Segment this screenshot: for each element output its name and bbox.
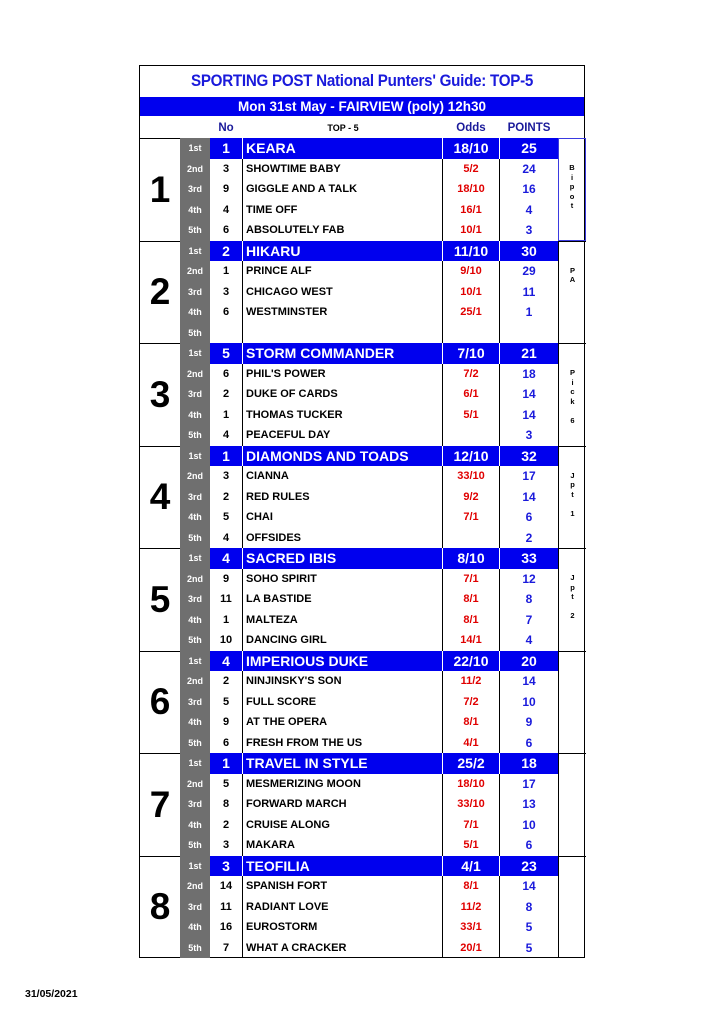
selection-row	[187, 897, 558, 918]
finish-position: 2nd	[186, 471, 203, 481]
finish-position: 1st	[188, 143, 202, 153]
horse-number: 3	[210, 466, 243, 487]
odds-value: 16/1	[460, 203, 482, 216]
horse-number: 11	[210, 589, 243, 610]
horse-name: GIGGLE AND A TALK	[243, 179, 443, 200]
odds-value: 25/1	[460, 306, 482, 318]
horse-name: DANCING GIRL	[243, 630, 443, 651]
race-number: 3	[140, 343, 180, 446]
odds-value	[443, 528, 499, 549]
horse-number: 9	[210, 569, 243, 590]
points-value: 20	[499, 651, 558, 672]
horse-number: 2	[210, 487, 243, 508]
selection-row	[186, 364, 558, 385]
selection-row	[187, 794, 558, 815]
horse-name: TEOFILIA	[243, 856, 443, 877]
header-odds: Odds	[456, 122, 486, 134]
odds-value: 10/1	[460, 224, 482, 236]
selection-row	[187, 692, 558, 713]
points-value: 18	[499, 753, 558, 774]
top-pick-row	[188, 548, 558, 569]
horse-number: 3	[210, 282, 243, 303]
odds-value	[443, 323, 499, 344]
finish-position: 5th	[188, 840, 202, 850]
bet-type-label: J p t 2	[558, 548, 586, 651]
horse-number: 2	[210, 671, 243, 692]
finish-position: 5th	[188, 737, 202, 748]
bet-type-label: P A	[558, 241, 586, 344]
selection-row	[187, 179, 558, 200]
finish-position: 2nd	[186, 266, 203, 276]
horse-number: 10	[210, 630, 243, 651]
finish-position: 3rd	[187, 389, 202, 399]
selection-row	[188, 712, 558, 733]
horse-name: WHAT A CRACKER	[243, 938, 443, 959]
finish-position: 4th	[188, 819, 202, 830]
horse-name: SACRED IBIS	[243, 548, 443, 569]
race-block	[140, 548, 584, 651]
odds-value: 18/10	[457, 777, 485, 790]
points-value: 30	[499, 241, 558, 262]
odds-value: 33/10	[457, 798, 485, 810]
selection-row	[186, 671, 558, 692]
horse-name: DIAMONDS AND TOADS	[243, 446, 443, 467]
points-value: 14	[499, 487, 558, 508]
top-pick-row	[188, 446, 558, 467]
horse-number: 6	[210, 220, 243, 241]
selection-row	[188, 200, 558, 221]
points-value: 12	[499, 569, 558, 590]
horse-number: 8	[210, 794, 243, 815]
race-number: 8	[140, 856, 180, 959]
points-value: 6	[499, 507, 558, 528]
odds-value: 11/2	[460, 900, 482, 913]
horse-number: 5	[210, 507, 243, 528]
odds-value: 20/1	[460, 941, 482, 954]
points-value: 10	[499, 815, 558, 836]
finish-position: 5th	[188, 532, 202, 543]
finish-position: 1st	[188, 245, 202, 256]
finish-position: 2nd	[186, 881, 203, 891]
points-value: 18	[499, 364, 558, 385]
selection-row	[188, 507, 558, 528]
horse-name: WESTMINSTER	[243, 302, 443, 323]
points-value: 3	[499, 425, 558, 446]
finish-position: 3rd	[187, 696, 202, 707]
bet-type-label	[558, 753, 586, 856]
odds-value: 8/1	[463, 716, 479, 728]
horse-number: 4	[210, 425, 243, 446]
points-value: 10	[499, 692, 558, 713]
finish-position: 5th	[188, 942, 202, 953]
finish-position: 4th	[188, 614, 202, 625]
horse-name: FULL SCORE	[243, 692, 443, 713]
points-value: 17	[499, 774, 558, 795]
selection-row	[186, 876, 558, 897]
points-value: 13	[499, 794, 558, 815]
column-headers	[140, 118, 584, 138]
horse-number: 6	[210, 302, 243, 323]
footer-date: 31/05/2021	[25, 988, 78, 1000]
odds-value	[443, 425, 499, 446]
horse-name: LA BASTIDE	[243, 589, 443, 610]
horse-number: 1	[210, 261, 243, 282]
finish-position: 1st	[188, 553, 202, 563]
points-value: 25	[499, 138, 558, 159]
points-value: 33	[499, 548, 558, 569]
odds-value: 8/1	[463, 613, 479, 626]
race-block	[140, 138, 584, 241]
finish-position: 4th	[188, 512, 202, 522]
horse-number: 3	[210, 856, 243, 877]
odds-value: 9/2	[463, 490, 479, 503]
horse-number: 5	[210, 343, 243, 364]
race-block	[140, 856, 584, 959]
horse-number: 4	[210, 651, 243, 672]
race-meeting-subtitle: Mon 31st May - FAIRVIEW (poly) 12h30	[140, 97, 584, 116]
points-value: 7	[499, 610, 558, 631]
selection-row	[187, 487, 558, 508]
horse-name: CHAI	[243, 507, 443, 528]
bet-type-label: P i c k 6	[558, 343, 586, 446]
odds-value: 9/10	[460, 265, 482, 277]
punters-guide-sheet	[139, 65, 585, 958]
selection-row	[187, 589, 558, 610]
horse-name: TIME OFF	[243, 200, 443, 221]
points-value: 21	[499, 343, 558, 364]
top-pick-row	[188, 753, 558, 774]
odds-value: 18/10	[457, 183, 485, 195]
header-points: POINTS	[507, 122, 551, 134]
points-value: 4	[499, 200, 558, 221]
selection-row	[186, 159, 558, 180]
finish-position: 5th	[188, 225, 202, 235]
horse-number: 1	[210, 405, 243, 426]
selection-row	[187, 384, 558, 405]
horse-name: NINJINSKY'S SON	[243, 671, 443, 692]
horse-number: 5	[210, 692, 243, 713]
odds-value: 22/10	[453, 652, 489, 669]
finish-position: 3rd	[187, 901, 202, 912]
points-value: 16	[499, 179, 558, 200]
bet-type-label: J p t 1	[558, 446, 586, 549]
odds-value: 8/10	[457, 550, 485, 566]
odds-value: 6/1	[463, 388, 479, 400]
horse-name	[243, 323, 443, 344]
horse-name: CIANNA	[243, 466, 443, 487]
selection-row	[186, 466, 558, 487]
points-value: 6	[499, 733, 558, 754]
selection-row	[188, 405, 558, 426]
horse-number: 14	[210, 876, 243, 897]
header-top5: TOP - 5	[327, 123, 359, 133]
horse-name: MAKARA	[243, 835, 443, 856]
finish-position: 1st	[188, 758, 202, 768]
odds-value: 18/10	[453, 140, 489, 156]
points-value: 14	[499, 405, 558, 426]
odds-value: 4/1	[463, 736, 479, 749]
race-number: 1	[140, 138, 180, 241]
points-value: 5	[499, 938, 558, 959]
selection-row	[186, 774, 558, 795]
odds-value: 10/1	[460, 285, 482, 298]
horse-number: 4	[210, 200, 243, 221]
horse-name: MALTEZA	[243, 610, 443, 631]
odds-value: 7/1	[463, 818, 479, 831]
odds-value: 7/2	[463, 695, 479, 708]
horse-name: SPANISH FORT	[243, 876, 443, 897]
odds-value: 8/1	[463, 880, 479, 892]
top-pick-row	[188, 651, 558, 672]
finish-position: 1st	[188, 655, 202, 666]
selection-row	[188, 815, 558, 836]
odds-value: 5/2	[463, 162, 479, 175]
horse-number: 2	[210, 241, 243, 262]
header-no: No	[218, 122, 234, 134]
selection-row	[188, 220, 558, 241]
finish-position: 5th	[188, 327, 202, 338]
horse-name: CRUISE ALONG	[243, 815, 443, 836]
top-pick-row	[188, 343, 558, 364]
horse-number	[210, 323, 243, 344]
race-number: 7	[140, 753, 180, 856]
horse-name: PRINCE ALF	[243, 261, 443, 282]
selection-row	[188, 917, 558, 938]
finish-position: 4th	[188, 922, 202, 932]
race-block	[140, 343, 584, 446]
horse-number: 6	[210, 364, 243, 385]
odds-value: 33/10	[457, 470, 485, 482]
horse-name: IMPERIOUS DUKE	[243, 651, 443, 672]
selection-row	[188, 425, 558, 446]
horse-name: FORWARD MARCH	[243, 794, 443, 815]
points-value: 3	[499, 220, 558, 241]
horse-number: 4	[210, 528, 243, 549]
horse-name: STORM COMMANDER	[243, 343, 443, 364]
finish-position: 2nd	[186, 778, 203, 789]
points-value: 2	[499, 528, 558, 549]
finish-position: 2nd	[186, 573, 203, 584]
points-value: 11	[499, 282, 558, 303]
selection-row	[188, 938, 558, 959]
horse-number: 9	[210, 179, 243, 200]
race-number: 4	[140, 446, 180, 549]
odds-value: 4/1	[461, 857, 481, 874]
points-value: 14	[499, 876, 558, 897]
horse-number: 1	[210, 610, 243, 631]
finish-position: 4th	[188, 307, 202, 317]
horse-name: FRESH FROM THE US	[243, 733, 443, 754]
points-value: 4	[499, 630, 558, 651]
selection-row	[188, 630, 558, 651]
horse-name: TRAVEL IN STYLE	[243, 753, 443, 774]
points-value: 9	[499, 712, 558, 733]
points-value: 6	[499, 835, 558, 856]
race-number: 5	[140, 548, 180, 651]
selection-row	[186, 261, 558, 282]
horse-name: RED RULES	[243, 487, 443, 508]
finish-position: 4th	[188, 204, 202, 215]
horse-number: 1	[210, 753, 243, 774]
points-value: 14	[499, 384, 558, 405]
horse-number: 2	[210, 384, 243, 405]
finish-position: 5th	[188, 430, 202, 440]
horse-number: 1	[210, 446, 243, 467]
top-pick-row	[188, 241, 558, 262]
finish-position: 1st	[188, 348, 202, 358]
odds-value: 12/10	[453, 447, 489, 464]
horse-number: 3	[210, 835, 243, 856]
points-value: 32	[499, 446, 558, 467]
page-title: SPORTING POST National Punters' Guide: TOP-5	[190, 72, 534, 90]
odds-value: 5/1	[463, 408, 479, 421]
points-value: 23	[499, 856, 558, 877]
race-number: 6	[140, 651, 180, 754]
horse-name: EUROSTORM	[243, 917, 443, 938]
points-value: 8	[499, 897, 558, 918]
odds-value: 7/10	[457, 345, 485, 361]
horse-number: 9	[210, 712, 243, 733]
points-value: 8	[499, 589, 558, 610]
finish-position: 5th	[188, 635, 202, 645]
race-block	[140, 651, 584, 754]
race-block	[140, 241, 584, 344]
selection-row	[188, 528, 558, 549]
horse-name: PEACEFUL DAY	[243, 425, 443, 446]
horse-number: 3	[210, 159, 243, 180]
finish-position: 3rd	[187, 184, 202, 194]
selection-row	[188, 733, 558, 754]
odds-value: 25/2	[457, 755, 485, 771]
horse-name: CHICAGO WEST	[243, 282, 443, 303]
horse-name: HIKARU	[243, 241, 443, 262]
points-value: 29	[499, 261, 558, 282]
horse-name: RADIANT LOVE	[243, 897, 443, 918]
bet-type-label	[558, 651, 586, 754]
odds-value: 11/10	[453, 242, 489, 259]
horse-number: 6	[210, 733, 243, 754]
horse-number: 2	[210, 815, 243, 836]
finish-position: 4th	[188, 717, 202, 727]
horse-name: MESMERIZING MOON	[243, 774, 443, 795]
race-block	[140, 446, 584, 549]
points-value: 17	[499, 466, 558, 487]
selection-row	[188, 610, 558, 631]
selection-row	[186, 569, 558, 590]
top-pick-row	[188, 856, 558, 877]
odds-value: 14/1	[460, 634, 482, 646]
horse-name: DUKE OF CARDS	[243, 384, 443, 405]
horse-name: KEARA	[243, 138, 443, 159]
horse-name: SHOWTIME BABY	[243, 159, 443, 180]
points-value: 5	[499, 917, 558, 938]
finish-position: 2nd	[186, 368, 203, 379]
horse-name: SOHO SPIRIT	[243, 569, 443, 590]
odds-value: 11/2	[460, 675, 482, 687]
points-value	[499, 323, 558, 344]
top-pick-row	[188, 138, 558, 159]
race-number: 2	[140, 241, 180, 344]
odds-value: 5/1	[463, 839, 479, 851]
finish-position: 2nd	[186, 163, 203, 174]
points-value: 1	[499, 302, 558, 323]
bet-type-label	[558, 856, 586, 959]
points-value: 24	[499, 159, 558, 180]
finish-position: 3rd	[187, 594, 202, 604]
horse-name: THOMAS TUCKER	[243, 405, 443, 426]
finish-position: 4th	[188, 409, 202, 420]
horse-number: 1	[210, 138, 243, 159]
selection-row	[188, 302, 558, 323]
horse-number: 4	[210, 548, 243, 569]
bet-type-label: B i p o t	[558, 138, 586, 241]
horse-name: ABSOLUTELY FAB	[243, 220, 443, 241]
odds-value: 33/1	[460, 921, 482, 933]
horse-name: AT THE OPERA	[243, 712, 443, 733]
finish-position: 3rd	[187, 286, 202, 297]
finish-position: 1st	[188, 860, 202, 871]
horse-number: 16	[210, 917, 243, 938]
selection-row	[188, 835, 558, 856]
finish-position: 1st	[188, 450, 202, 461]
finish-position: 3rd	[187, 799, 202, 809]
points-value: 14	[499, 671, 558, 692]
horse-name: PHIL'S POWER	[243, 364, 443, 385]
selection-row	[188, 323, 558, 344]
selection-row	[187, 282, 558, 303]
horse-number: 7	[210, 938, 243, 959]
horse-number: 5	[210, 774, 243, 795]
horse-number: 11	[210, 897, 243, 918]
odds-value: 7/1	[463, 572, 479, 585]
finish-position: 2nd	[186, 676, 203, 686]
race-block	[140, 753, 584, 856]
horse-name: OFFSIDES	[243, 528, 443, 549]
odds-value: 7/2	[463, 367, 479, 380]
odds-value: 8/1	[463, 593, 479, 605]
finish-position: 3rd	[187, 491, 202, 502]
odds-value: 7/1	[463, 511, 479, 523]
